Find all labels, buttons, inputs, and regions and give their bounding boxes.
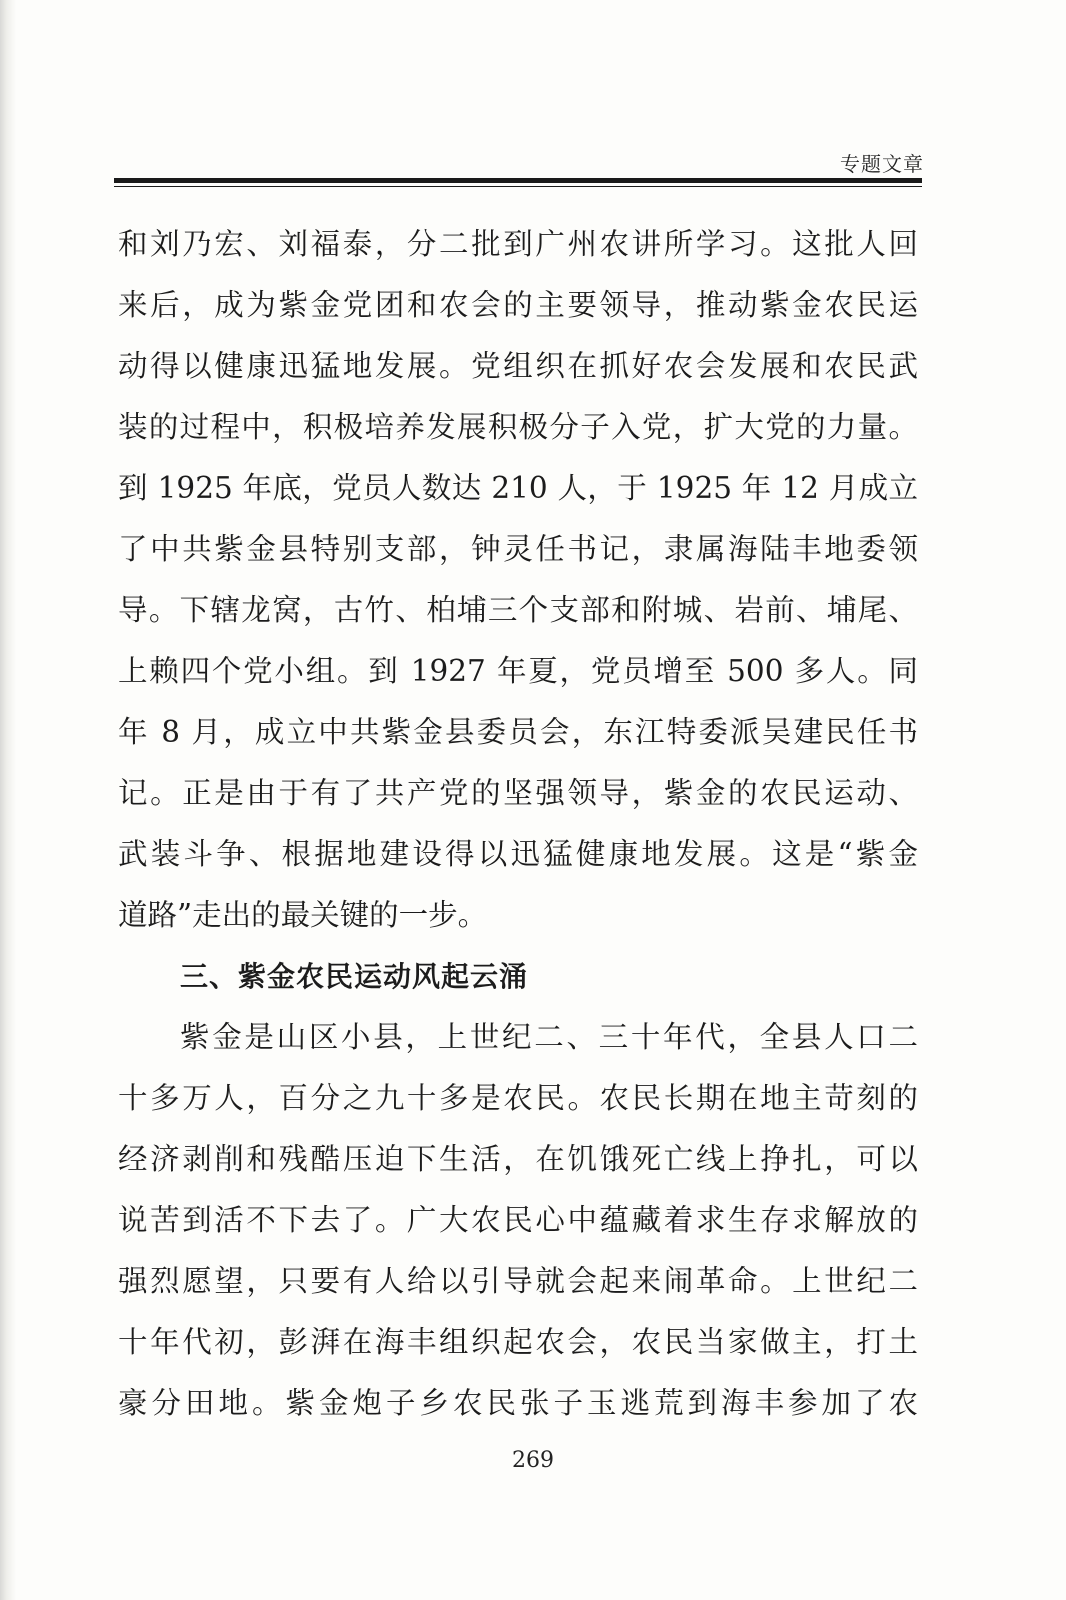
text-line: 导。下辖龙窝，古竹、柏埔三个支部和附城、岩前、埔尾、	[118, 593, 918, 627]
running-header: 专题文章	[840, 152, 924, 176]
header-rule-thin	[114, 186, 922, 187]
text-line: 年 8 月，成立中共紫金县委员会，东江特委派吴建民任书	[118, 715, 918, 749]
text-line: 豪分田地。紫金炮子乡农民张子玉逃荒到海丰参加了农	[118, 1386, 918, 1420]
page-edge-shadow	[0, 0, 16, 1600]
text-line: 十多万人，百分之九十多是农民。农民长期在地主苛刻的	[118, 1081, 918, 1115]
text-line: 说苦到活不下去了。广大农民心中蕴藏着求生存求解放的	[118, 1203, 918, 1237]
text-line: 记。正是由于有了共产党的坚强领导，紫金的农民运动、	[118, 776, 918, 810]
text-line: 十年代初，彭湃在海丰组织起农会，农民当家做主，打土	[118, 1325, 918, 1359]
text-line: 了中共紫金县特别支部，钟灵任书记，隶属海陆丰地委领	[118, 532, 918, 566]
page-number: 269	[512, 1448, 554, 1473]
header-rule-thick	[114, 178, 922, 183]
body-text	[118, 214, 918, 1434]
text-line: 紫金是山区小县，上世纪二、三十年代，全县人口二	[180, 1020, 918, 1054]
text-line: 来后，成为紫金党团和农会的主要领导，推动紫金农民运	[118, 288, 918, 322]
text-line: 和刘乃宏、刘福泰，分二批到广州农讲所学习。这批人回	[118, 227, 918, 261]
text-line: 装的过程中，积极培养发展积极分子入党，扩大党的力量。	[118, 410, 918, 444]
text-line: 上赖四个党小组。到 1927 年夏，党员增至 500 多人。同	[118, 654, 918, 688]
text-line: 到 1925 年底，党员人数达 210 人，于 1925 年 12 月成立	[118, 471, 918, 505]
text-line: 动得以健康迅猛地发展。党组织在抓好农会发展和农民武	[118, 349, 918, 383]
text-line: 道路”走出的最关键的一步。	[118, 898, 488, 932]
text-line: 武装斗争、根据地建设得以迅猛健康地发展。这是“紫金	[118, 837, 918, 871]
text-line: 经济剥削和残酷压迫下生活，在饥饿死亡线上挣扎，可以	[118, 1142, 918, 1176]
section-heading: 三、紫金农民运动风起云涌	[180, 960, 529, 993]
text-line: 强烈愿望，只要有人给以引导就会起来闹革命。上世纪二	[118, 1264, 918, 1298]
